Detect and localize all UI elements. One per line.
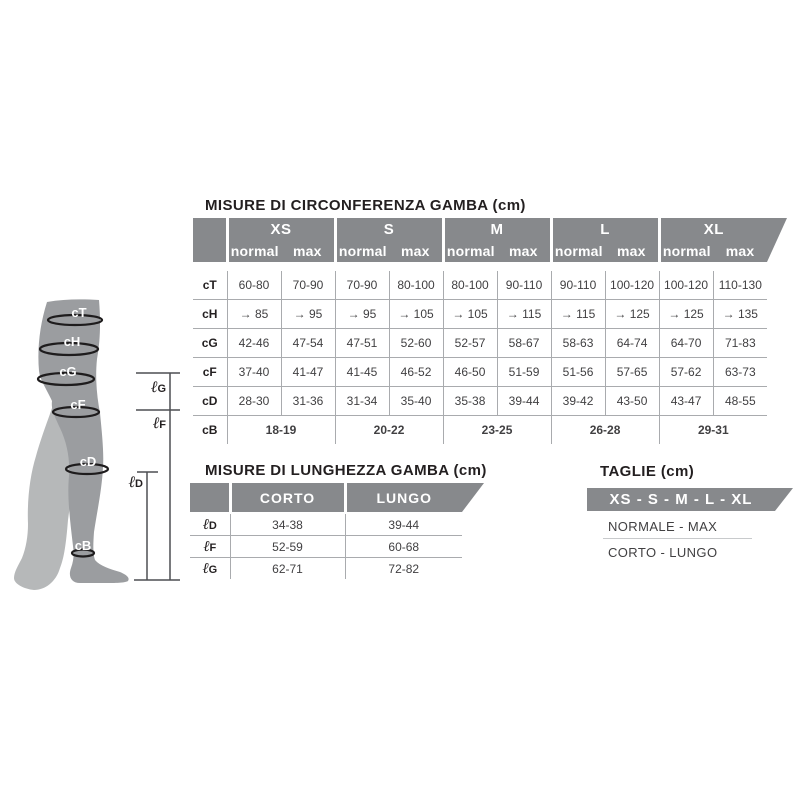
- cell-cH-1: → 95: [281, 300, 335, 329]
- row-label-lF: [190, 536, 230, 558]
- size-header-row: [193, 218, 767, 240]
- length-table: [190, 483, 462, 579]
- cell-cB-3: 26-28: [551, 416, 659, 445]
- leg-diagram: [0, 270, 210, 615]
- cell-cT-0: 60-80: [227, 271, 281, 300]
- cell-cF-9: 63-73: [713, 358, 767, 387]
- band-label-cH: cH: [63, 334, 81, 349]
- cell-cB-1: 20-22: [335, 416, 443, 445]
- sub-header-m-max: max: [497, 240, 551, 262]
- size-header-xl: XL: [659, 218, 767, 240]
- sub-header-l-normal: normal: [551, 240, 605, 262]
- cell-cF-0: 37-40: [227, 358, 281, 387]
- length-cell-D-0: 34-38: [230, 514, 345, 536]
- length-cell-F-1: 60-68: [345, 536, 462, 558]
- table-row-cG: [193, 329, 767, 358]
- cell-cH-4: → 105: [443, 300, 497, 329]
- cell-cG-2: 47-51: [335, 329, 389, 358]
- cell-cG-3: 52-60: [389, 329, 443, 358]
- cell-cF-6: 51-56: [551, 358, 605, 387]
- cell-cH-8: → 125: [659, 300, 713, 329]
- cell-cH-7: → 125: [605, 300, 659, 329]
- ell-symbol: ℓ: [202, 515, 209, 533]
- cell-cT-3: 80-100: [389, 271, 443, 300]
- circumference-banner-slant: [767, 218, 787, 262]
- cell-cG-6: 58-63: [551, 329, 605, 358]
- ell-sub: G: [208, 564, 218, 576]
- length-table-title: MISURE DI LUNGHEZZA GAMBA (cm): [205, 462, 487, 479]
- ell-sub: F: [209, 542, 217, 554]
- band-label-cF: cF: [70, 397, 86, 412]
- table-row-cB: [193, 416, 767, 445]
- cell-cT-5: 90-110: [497, 271, 551, 300]
- ell-sub: D: [208, 520, 217, 532]
- sub-header-row: [193, 240, 767, 262]
- cell-cF-4: 46-50: [443, 358, 497, 387]
- cell-cF-3: 46-52: [389, 358, 443, 387]
- length-header-corto: CORTO: [230, 483, 345, 512]
- sub-header-s-max: max: [389, 240, 443, 262]
- cell-cH-6: → 115: [551, 300, 605, 329]
- length-label-lD: ℓD: [128, 472, 143, 491]
- length-header-lungo: LUNGO: [345, 483, 462, 512]
- sub-header-xs-normal: normal: [227, 240, 281, 262]
- sub-header-xs-max: max: [281, 240, 335, 262]
- sub-header-xl-normal: normal: [659, 240, 713, 262]
- cell-cD-7: 43-50: [605, 387, 659, 416]
- cell-cG-0: 42-46: [227, 329, 281, 358]
- taglie-banner-slant: [775, 488, 793, 511]
- cell-cD-5: 39-44: [497, 387, 551, 416]
- size-header-xs: XS: [227, 218, 335, 240]
- taglie-normale-max: NORMALE - MAX: [608, 519, 718, 534]
- row-label-lG: [190, 558, 230, 580]
- cell-cH-3: → 105: [389, 300, 443, 329]
- cell-cG-8: 64-70: [659, 329, 713, 358]
- taglie-corto-lungo: CORTO - LUNGO: [608, 545, 718, 560]
- row-label-cT: cT: [202, 278, 217, 292]
- cell-cT-7: 100-120: [605, 271, 659, 300]
- length-label-lF: ℓF: [152, 413, 166, 432]
- cell-cT-4: 80-100: [443, 271, 497, 300]
- length-measure-lines: [134, 373, 180, 580]
- band-label-cT: cT: [71, 305, 87, 320]
- row-label-cB: cB: [193, 416, 227, 445]
- cell-cT-2: 70-90: [335, 271, 389, 300]
- sub-header-m-normal: normal: [443, 240, 497, 262]
- cell-cG-4: 52-57: [443, 329, 497, 358]
- band-label-cB: cB: [74, 538, 92, 553]
- cell-cF-7: 57-65: [605, 358, 659, 387]
- cell-cG-1: 47-54: [281, 329, 335, 358]
- length-row-lF: [190, 536, 462, 558]
- cell-cT-6: 90-110: [551, 271, 605, 300]
- corner-cell: [193, 218, 227, 262]
- cell-cF-1: 41-47: [281, 358, 335, 387]
- row-label-cF: cF: [193, 358, 227, 387]
- sub-header-xl-max: max: [713, 240, 767, 262]
- size-header-l: L: [551, 218, 659, 240]
- sub-header-s-normal: normal: [335, 240, 389, 262]
- band-label-cD: cD: [79, 454, 97, 469]
- taglie-divider: [603, 538, 752, 539]
- cell-cD-2: 31-34: [335, 387, 389, 416]
- table-row-cF: [193, 358, 767, 387]
- row-label-cH: cH: [193, 300, 227, 329]
- cell-cG-5: 58-67: [497, 329, 551, 358]
- cell-cG-7: 64-74: [605, 329, 659, 358]
- cell-cT-8: 100-120: [659, 271, 713, 300]
- cell-cD-1: 31-36: [281, 387, 335, 416]
- length-cell-D-1: 39-44: [345, 514, 462, 536]
- length-row-lG: [190, 558, 462, 580]
- row-label-cG: cG: [193, 329, 227, 358]
- table-row-cT: [193, 271, 767, 300]
- cell-cH-2: → 95: [335, 300, 389, 329]
- size-header-m: M: [443, 218, 551, 240]
- ell-symbol: ℓ: [203, 537, 210, 555]
- cell-cD-3: 35-40: [389, 387, 443, 416]
- cell-cF-5: 51-59: [497, 358, 551, 387]
- cell-cD-4: 35-38: [443, 387, 497, 416]
- ell-symbol: ℓ: [202, 559, 209, 577]
- cell-cB-4: 29-31: [659, 416, 767, 445]
- cell-cH-9: → 135: [713, 300, 767, 329]
- length-banner-slant: [462, 483, 484, 512]
- table-row-cH: [193, 300, 767, 329]
- length-corner-cell: [190, 483, 230, 512]
- length-row-lD: [190, 514, 462, 536]
- cell-cD-8: 43-47: [659, 387, 713, 416]
- cell-cF-8: 57-62: [659, 358, 713, 387]
- cell-cD-9: 48-55: [713, 387, 767, 416]
- sub-header-l-max: max: [605, 240, 659, 262]
- cell-cB-0: 18-19: [227, 416, 335, 445]
- length-label-lG: ℓG: [150, 377, 166, 396]
- cell-cT-1: 70-90: [281, 271, 335, 300]
- length-cell-F-0: 52-59: [230, 536, 345, 558]
- cell-cD-6: 39-42: [551, 387, 605, 416]
- length-header-row: [190, 483, 462, 512]
- taglie-title: TAGLIE (cm): [600, 463, 695, 480]
- table-row-cD: [193, 387, 767, 416]
- cell-cF-2: 41-45: [335, 358, 389, 387]
- cell-cT-9: 110-130: [713, 271, 767, 300]
- cell-cD-0: 28-30: [227, 387, 281, 416]
- cell-cH-0: → 85: [227, 300, 281, 329]
- band-label-cG: cG: [59, 364, 77, 379]
- length-cell-G-1: 72-82: [345, 558, 462, 580]
- row-label-cD: cD: [193, 387, 227, 416]
- header-gap-row: [193, 262, 767, 271]
- circumference-table-title: MISURE DI CIRCONFERENZA GAMBA (cm): [205, 197, 526, 214]
- length-cell-G-0: 62-71: [230, 558, 345, 580]
- size-header-s: S: [335, 218, 443, 240]
- row-label-lD: [190, 514, 230, 536]
- cell-cG-9: 71-83: [713, 329, 767, 358]
- cell-cB-2: 23-25: [443, 416, 551, 445]
- circumference-table: [193, 218, 767, 444]
- cell-cH-5: → 115: [497, 300, 551, 329]
- taglie-banner: XS - S - M - L - XL: [587, 488, 775, 511]
